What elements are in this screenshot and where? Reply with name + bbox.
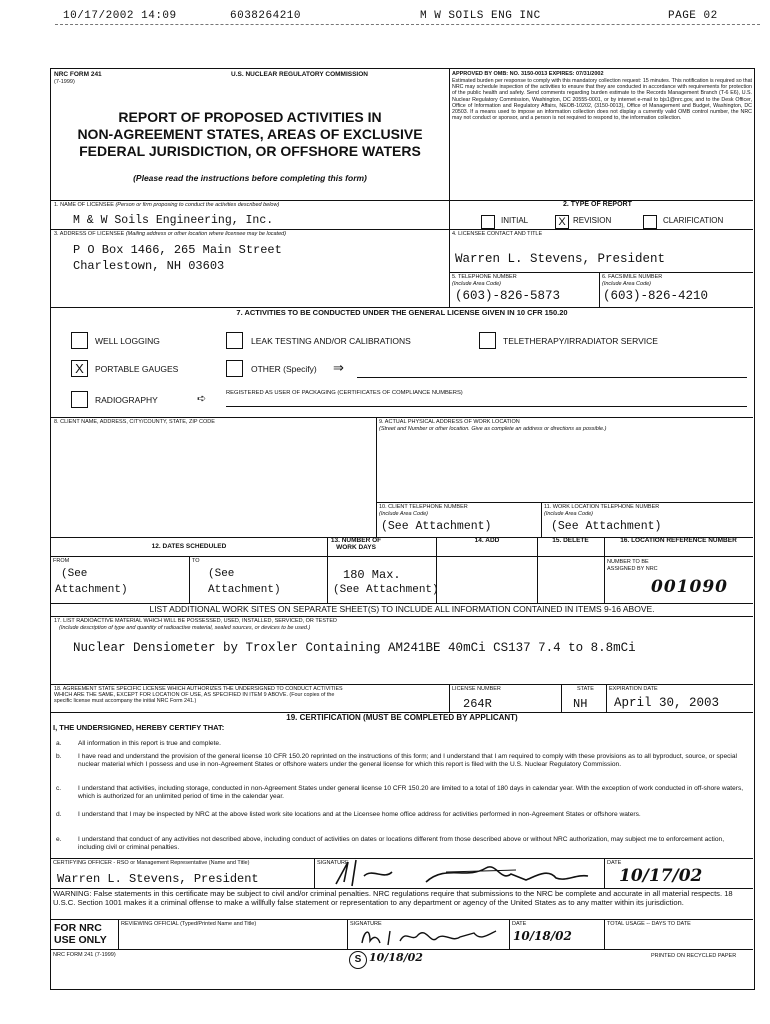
expiration-date: April 30, 2003 [614, 696, 720, 710]
form-revision: (7-1999) [54, 79, 75, 85]
to-label: TO [192, 558, 200, 564]
s12-label: 12. DATES SCHEDULED [151, 543, 227, 550]
s8-label: 8. CLIENT NAME, ADDRESS, CITY/COUNTY, STATE, ZIP CODE [54, 419, 215, 425]
from-date-line2: Attachment) [55, 584, 128, 596]
s14-label: 14. ADD [474, 537, 500, 544]
fax-page: PAGE 02 [668, 10, 718, 22]
licensee-contact: Warren L. Stevens, President [455, 252, 666, 266]
footer-recycled: PRINTED ON RECYCLED PAPER [651, 953, 737, 959]
well-logging-checkbox[interactable] [71, 332, 88, 349]
other-checkbox[interactable] [226, 360, 243, 377]
fax-header-rule [55, 24, 760, 25]
omb-burden-statement: Estimated burden per response to comply with this mandatory collection request: 15 minutes. This notification is required so that NRC may schedule inspection of the activities to ensure that they are conducted in accordance with requirements for protection of the public health and safety. Send comments regarding burden estimate to the Records Management Branch (T-6 E6), U.S. Nuclear Regulatory Commission, Washington, DC 20555-0001, or by internet e-mail to bjs1@nrc.gov, and to the Desk Officer, Office of Information and Regulatory Affairs, NEOB-10202, (3150-0013), Office of Management and Budget, Washington, DC 20503. If a means used to impose an information collection does not display a currently valid OMB control number, the NRC may not conduct or sponsor, and a person is not required to respond to, the information collection. [452, 78, 752, 122]
footer-form-number: NRC FORM 241 (7-1999) [53, 952, 116, 958]
portable-gauges-checkbox[interactable]: X [71, 360, 88, 377]
clarification-checkbox[interactable] [643, 215, 657, 229]
s13-label: 13. NUMBER OF WORK DAYS [330, 537, 382, 551]
s10-label: 10. CLIENT TELEPHONE NUMBER (Include Area Code) [379, 504, 468, 517]
s6-label: 6. FACSIMILE NUMBER (Include Area Code) [602, 274, 663, 287]
nrc-use-label: FOR NRC USE ONLY [54, 922, 107, 946]
date-label: DATE [607, 860, 622, 866]
certification-date: 10/17/02 [619, 866, 703, 886]
form-title-line1: REPORT OF PROPOSED ACTIVITIES IN [118, 109, 382, 125]
state-value: NH [573, 697, 588, 711]
s19-heading: 19. CERTIFICATION (MUST BE COMPLETED BY APPLICANT) [286, 713, 518, 722]
other-label: OTHER (Specify) [251, 364, 317, 374]
portable-gauges-label: PORTABLE GAUGES [95, 364, 179, 374]
nrc-date: 10/18/02 [513, 929, 572, 943]
work-location-telephone: (See Attachment) [551, 520, 662, 533]
address-line1: P O Box 1466, 265 Main Street [73, 243, 282, 257]
radiography-label: RADIOGRAPHY [95, 395, 158, 405]
s17-label: 17. LIST RADIOACTIVE MATERIAL WHICH WILL BE POSSESSED, USED, INSTALLED, SERVICED, OR TESTED [54, 618, 338, 624]
fax-phone: 6038264210 [230, 10, 302, 22]
location-reference-number: 001090 [651, 577, 728, 597]
telephone-number: (603)-826-5873 [455, 289, 561, 303]
cert-item-d: d. I understand that I may be inspected by NRC at the above listed work site locations and at the Licensee home office address for activities performed in non-Agreement States or offshore waters. [56, 811, 641, 818]
form-instruction: (Please read the instructions before completing this form) [133, 173, 367, 183]
agency-name: U.S. NUCLEAR REGULATORY COMMISSION [231, 71, 368, 78]
fax-datetime: 10/17/2002 14:09 [63, 10, 177, 22]
s18-label: 18. AGREEMENT STATE SPECIFIC LICENSE WHICH AUTHORIZES THE UNDERSIGNED TO CONDUCT ACTIVITIES WHICH ARE THE SAME, EXCEPT FOR LOCATION OF USE, AS SPECIFIED IN ITEM 9 ABOVE. (Four copies of the specific license must accompany the initial NRC Form 241.) [54, 686, 343, 704]
certifying-officer: Warren L. Stevens, President [57, 872, 259, 886]
form-title [53, 109, 447, 160]
stamp-circle-icon: S [349, 951, 367, 969]
cert-item-e: e. I understand that conduct of any activities not described above, including conduct of activities on dates or locations different from those described above or without NRC authorization, may subject me to enforcement action, including civil or criminal penalties. [56, 836, 725, 851]
s4-label: 4. LICENSEE CONTACT AND TITLE [452, 231, 543, 237]
cert-item-c: c. I understand that activities, including storage, conducted in non-Agreement States under general license 10 CFR 150.20 are limited to a total of 180 days in calendar year. With the exception of work conducted in off-shore waters, which is authorized for an unlimited period of time in the calendar year. [56, 785, 744, 800]
expiration-label: EXPIRATION DATE [609, 686, 658, 692]
to-date-line1: (See [208, 568, 235, 580]
s9-label: 9. ACTUAL PHYSICAL ADDRESS OF WORK LOCATION (Street and Number or other location. Give as complete an address or directions as possible.) [379, 419, 607, 432]
initial-label: INITIAL [501, 216, 529, 225]
warning-text: WARNING: False statements in this certificate may be subject to civil and/or criminal penalties. NRC regulations require that submissions to the NRC be complete and accurate in all material respects. 18 U.S.C. Section 1001 makes it a criminal offense to make a willfully false statement or representation to any department or agency of the United States as to any matter within its jurisdiction. [53, 889, 733, 907]
nrc-date-label: DATE [512, 921, 527, 927]
registered-line [226, 406, 747, 407]
licensee-name: M & W Soils Engineering, Inc. [73, 214, 274, 227]
teletherapy-checkbox[interactable] [479, 332, 496, 349]
work-days-line2: (See Attachment) [333, 584, 439, 596]
to-date-line2: Attachment) [208, 584, 281, 596]
form-title-line2: NON-AGREEMENT STATES, AREAS OF EXCLUSIVE [77, 126, 423, 142]
facsimile-number: (603)-826-4210 [603, 289, 709, 303]
s1-label: 1. NAME OF LICENSEE (Person or firm proposing to conduct the activities described below) [54, 202, 280, 208]
s17-sub: (Include description of type and quantity of radioactive material, sealed sources, or devices to be used.) [59, 625, 311, 631]
from-label: FROM [53, 558, 70, 564]
other-specify-line [357, 377, 747, 378]
s7-heading: 7. ACTIVITIES TO BE CONDUCTED UNDER THE GENERAL LICENSE GIVEN IN 10 CFR 150.20 [236, 308, 568, 317]
s11-label: 11. WORK LOCATION TELEPHONE NUMBER (Include Area Code) [544, 504, 660, 517]
reviewer-label: REVIEWING OFFICIAL (Typed/Printed Name and Title) [121, 921, 257, 927]
license-number: 264R [463, 697, 492, 711]
radiography-checkbox[interactable] [71, 391, 88, 408]
teletherapy-label: TELETHERAPY/IRRADIATOR SERVICE [503, 336, 658, 346]
s2-label: 2. TYPE OF REPORT [563, 201, 632, 208]
reviewer-signature [356, 921, 516, 949]
clarification-label: CLARIFICATION [663, 216, 724, 225]
fax-sender: M W SOILS ENG INC [420, 10, 541, 22]
radioactive-material: Nuclear Densiometer by Troxler Containing AM241BE 40mCi CS137 7.4 to 8.8mCi [73, 641, 636, 655]
s19-intro: I, THE UNDERSIGNED, HEREBY CERTIFY THAT: [53, 723, 225, 732]
from-date-line1: (See [61, 568, 88, 580]
well-logging-label: WELL LOGGING [95, 336, 160, 346]
s15-label: 15. DELETE [552, 537, 589, 544]
omb-approval: APPROVED BY OMB: NO. 3150-0013 EXPIRES: 07/31/2002 [452, 71, 604, 77]
nrc-signature-label: SIGNATURE [350, 921, 382, 927]
s16-label: 16. LOCATION REFERENCE NUMBER [620, 537, 737, 544]
other-arrow-icon: ⇒ [333, 360, 344, 375]
total-usage-label: TOTAL USAGE -- DAYS TO DATE [607, 921, 691, 927]
applicant-signature [326, 858, 626, 888]
address-line2: Charlestown, NH 03603 [73, 259, 225, 273]
cert-item-b: b. I have read and understand the provision of the general license 10 CFR 150.20 reprinted on the instructions of this form; and I understand that I am required to comply with these provisions as to all byproduct, source, or special nuclear material which I possess and use in non-Agreement States or offshore waters under the general license for which this report is filed with the U.S. Nuclear Regulatory Commission. [56, 753, 738, 768]
cert-item-a: a. All information in this report is true and complete. [56, 740, 221, 747]
nrc-form-241 [50, 68, 755, 990]
leak-testing-checkbox[interactable] [226, 332, 243, 349]
revision-label: REVISION [573, 216, 612, 225]
license-number-label: LICENSE NUMBER [452, 686, 501, 692]
registered-label: REGISTERED AS USER OF PACKAGING (CERTIFICATES OF COMPLIANCE NUMBERS) [226, 390, 463, 396]
client-telephone: (See Attachment) [381, 520, 492, 533]
form-number: NRC FORM 241 [54, 71, 102, 78]
certifying-officer-label: CERTIFYING OFFICER - RSO or Management Representative (Name and Title) [53, 860, 250, 866]
state-label: STATE [577, 686, 594, 692]
s3-label: 3. ADDRESS OF LICENSEE (Mailing address or other location where licensee may be located) [54, 231, 287, 237]
s16-sub: NUMBER TO BE ASSIGNED BY NRC [607, 559, 658, 572]
signature-label: SIGNATURE [317, 860, 349, 866]
work-days-line1: 180 Max. [343, 568, 401, 582]
stamp-date: 10/18/02 [369, 951, 423, 964]
initial-checkbox[interactable] [481, 215, 495, 229]
list-additional-note: LIST ADDITIONAL WORK SITES ON SEPARATE SHEET(S) TO INCLUDE ALL INFORMATION CONTAINED IN ITEMS 9-16 ABOVE. [149, 604, 655, 614]
radiography-arrow-icon: ➪ [197, 393, 207, 405]
s5-label: 5. TELEPHONE NUMBER (Include Area Code) [452, 274, 517, 287]
revision-checkbox[interactable]: X [555, 215, 569, 229]
leak-testing-label: LEAK TESTING AND/OR CALIBRATIONS [251, 336, 411, 346]
form-title-line3: FEDERAL JURISDICTION, OR OFFSHORE WATERS [79, 143, 421, 159]
